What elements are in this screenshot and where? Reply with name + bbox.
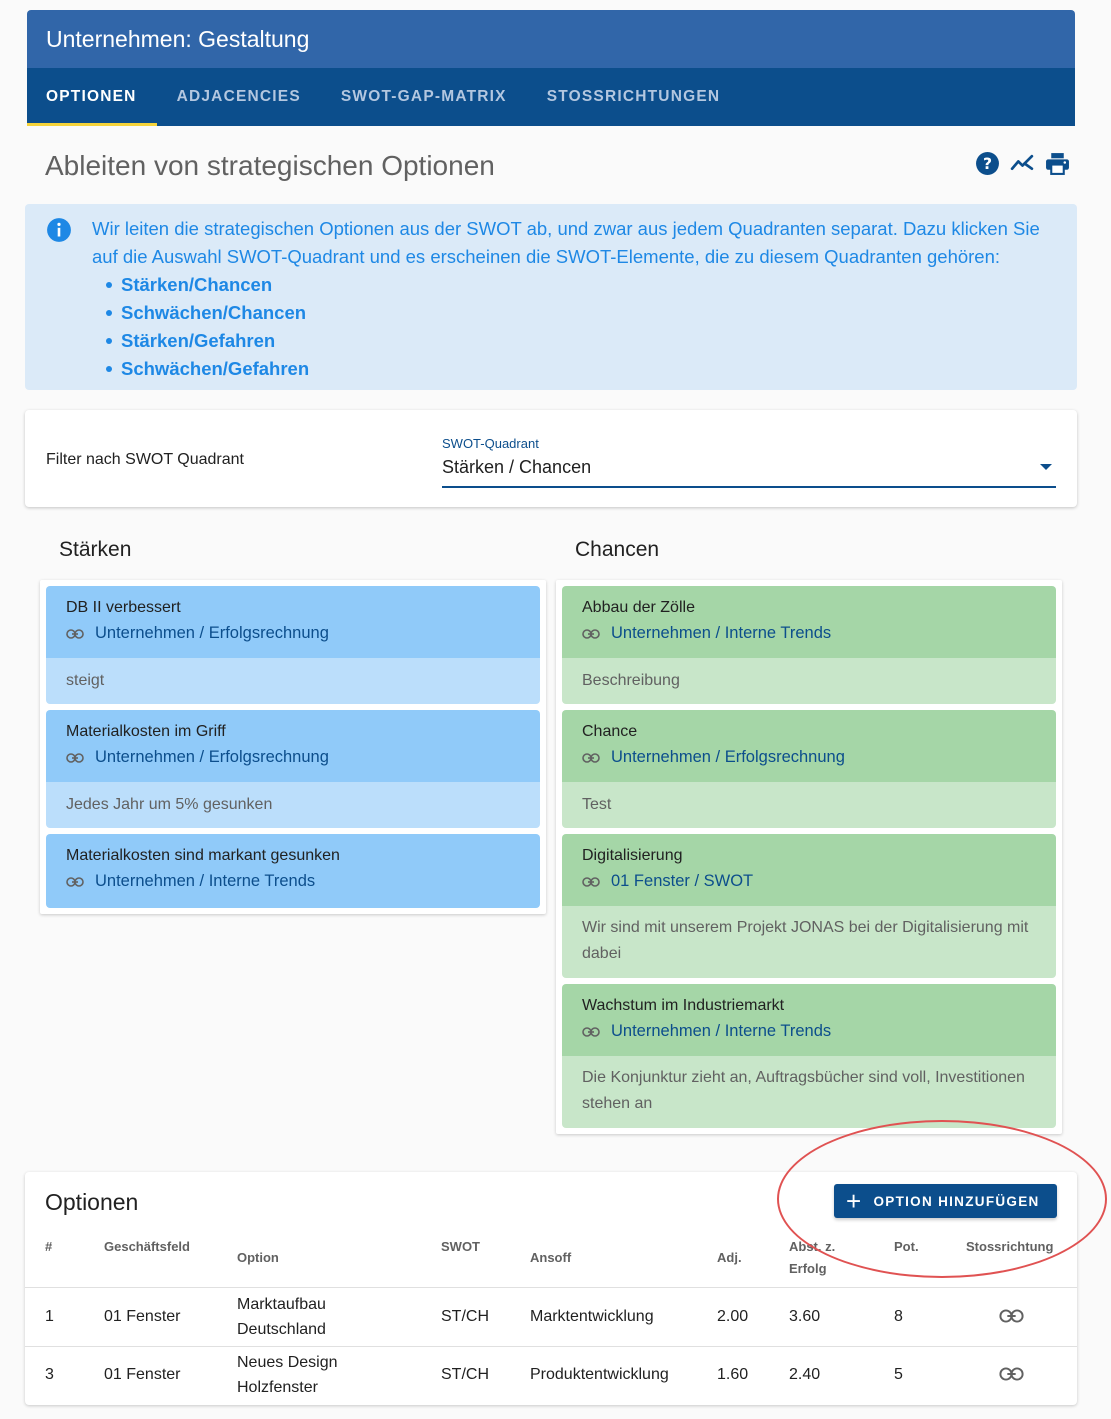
- col-header-field: Geschäftsfeld: [104, 1239, 190, 1254]
- table-cell-swot: ST/CH: [441, 1308, 489, 1325]
- swot-card-link[interactable]: 01 Fenster / SWOT: [582, 872, 1036, 891]
- app-title: Unternehmen: Gestaltung: [46, 26, 310, 52]
- table-cell-abst: 2.40: [789, 1366, 821, 1383]
- table-cell-swot: ST/CH: [441, 1366, 489, 1383]
- col-header-stoss: Stossrichtung: [966, 1239, 1054, 1254]
- chancen-title: Chancen: [575, 538, 660, 561]
- swot-card-desc: Jedes Jahr um 5% gesunken: [46, 782, 540, 828]
- swot-card-title: DB II verbessert: [66, 599, 181, 616]
- link-icon[interactable]: [999, 1306, 1024, 1331]
- chancen-column: [556, 580, 1062, 1134]
- link-icon: [66, 877, 84, 887]
- swot-card-title: Wachstum im Industriemarkt: [582, 997, 785, 1014]
- table-cell-ansoff: Produktentwicklung: [530, 1366, 669, 1383]
- link-icon: [582, 629, 600, 639]
- staerken-column: [40, 580, 546, 914]
- link-icon: [582, 753, 600, 763]
- swot-card-title: Digitalisierung: [582, 847, 683, 864]
- dropdown-arrow-icon[interactable]: [1040, 464, 1052, 470]
- quadrant-list: [106, 271, 1062, 383]
- filter-card: [25, 410, 1077, 507]
- select-label: SWOT-Quadrant: [442, 436, 539, 451]
- divider: [25, 1287, 1077, 1288]
- col-header-option: Option: [237, 1250, 279, 1265]
- table-cell-option: Marktaufbau Deutschland: [237, 1296, 326, 1338]
- print-icon[interactable]: [1045, 151, 1070, 176]
- swot-card: [562, 834, 1056, 978]
- plus-icon: +: [846, 1186, 863, 1216]
- table-cell-adj: 2.00: [717, 1308, 749, 1325]
- table-cell-num: 3: [45, 1366, 54, 1383]
- tab-adjacencies[interactable]: ADJACENCIES: [176, 88, 301, 105]
- help-circle-icon[interactable]: [975, 151, 1000, 176]
- options-title: Optionen: [45, 1189, 139, 1215]
- tab-bar: [27, 68, 1075, 126]
- swot-card-desc: Test: [562, 782, 1056, 828]
- filter-label: Filter nach SWOT Quadrant: [46, 451, 244, 468]
- table-cell-ansoff: Marktentwicklung: [530, 1308, 654, 1325]
- list-item: Stärken/Chancen: [106, 271, 1062, 299]
- table-cell-num: 1: [45, 1308, 54, 1325]
- swot-card-title: Abbau der Zölle: [582, 599, 695, 616]
- trending-chart-icon[interactable]: [1010, 151, 1035, 176]
- svg-text:?: ?: [982, 155, 993, 174]
- table-cell-abst: 3.60: [789, 1308, 821, 1325]
- link-icon: [582, 877, 600, 887]
- col-header-adj: Adj.: [717, 1250, 742, 1265]
- swot-card-link[interactable]: Unternehmen / Erfolgsrechnung: [66, 624, 520, 643]
- swot-card: [46, 710, 540, 828]
- swot-card-link[interactable]: Unternehmen / Erfolgsrechnung: [582, 748, 1036, 767]
- swot-card: [562, 710, 1056, 828]
- col-header-abst: Abst. z. Erfolg: [789, 1239, 836, 1276]
- table-cell-field: 01 Fenster: [104, 1308, 181, 1325]
- swot-card-desc: steigt: [46, 658, 540, 704]
- swot-card-title: Materialkosten sind markant gesunken: [66, 847, 340, 864]
- link-icon: [66, 629, 84, 639]
- tab-stossrichtungen[interactable]: STOSSRICHTUNGEN: [546, 88, 721, 105]
- swot-card-link[interactable]: Unternehmen / Interne Trends: [66, 872, 520, 891]
- divider: [25, 1346, 1077, 1347]
- col-header-pot: Pot.: [894, 1239, 919, 1254]
- table-cell-adj: 1.60: [717, 1366, 749, 1383]
- swot-quadrant-select[interactable]: [442, 436, 1056, 488]
- swot-card: [562, 984, 1056, 1128]
- swot-card-desc: Die Konjunktur zieht an, Auftragsbücher sind voll, Investitionen stehen an: [562, 1056, 1056, 1128]
- select-value: Stärken / Chancen: [442, 457, 592, 477]
- tab-optionen[interactable]: OPTIONEN: [27, 68, 157, 126]
- staerken-title: Stärken: [59, 538, 132, 561]
- table-cell-pot: 5: [894, 1366, 903, 1383]
- swot-card-link[interactable]: Unternehmen / Interne Trends: [582, 624, 1036, 643]
- list-item: Schwächen/Chancen: [106, 299, 1062, 327]
- col-header-ansoff: Ansoff: [530, 1250, 572, 1265]
- swot-card-title: Materialkosten im Griff: [66, 723, 226, 740]
- swot-card-desc: Wir sind mit unserem Projekt JONAS bei der Digitalisierung mit dabei: [562, 906, 1056, 978]
- swot-card-link[interactable]: Unternehmen / Erfolgsrechnung: [66, 748, 520, 767]
- info-text: Wir leiten die strategischen Optionen aus der SWOT ab, und zwar aus jedem Quadranten separat. Dazu klicken Sie auf die Auswahl SWOT-Quadrant und es erscheinen die SWOT-Elemente, die zu diesem Quadranten gehören:: [92, 218, 1040, 267]
- options-card: [25, 1172, 1077, 1405]
- link-icon: [582, 1027, 600, 1037]
- swot-card: [562, 586, 1056, 704]
- list-item: Schwächen/Gefahren: [106, 355, 1062, 383]
- add-option-button[interactable]: + OPTION HINZUFÜGEN: [834, 1184, 1057, 1218]
- swot-card-title: Chance: [582, 723, 638, 740]
- col-header-num: #: [45, 1239, 53, 1254]
- header-actions: [975, 151, 1070, 176]
- col-header-swot: SWOT: [441, 1239, 480, 1254]
- info-icon: [46, 217, 72, 248]
- table-cell-field: 01 Fenster: [104, 1366, 181, 1383]
- page-title: Ableiten von strategischen Optionen: [45, 150, 495, 181]
- app-title-bar: [27, 10, 1075, 68]
- table-cell-pot: 8: [894, 1308, 903, 1325]
- swot-card: [46, 834, 540, 908]
- swot-card: [46, 586, 540, 704]
- list-item: Stärken/Gefahren: [106, 327, 1062, 355]
- swot-card-link[interactable]: Unternehmen / Interne Trends: [582, 1022, 1036, 1041]
- info-alert: [25, 204, 1077, 390]
- swot-card-desc: Beschreibung: [562, 658, 1056, 704]
- link-icon: [66, 753, 84, 763]
- link-icon[interactable]: [999, 1364, 1024, 1389]
- table-cell-option: Neues Design Holzfenster: [237, 1354, 338, 1396]
- tab-swot-gap-matrix[interactable]: SWOT-GAP-MATRIX: [340, 88, 507, 105]
